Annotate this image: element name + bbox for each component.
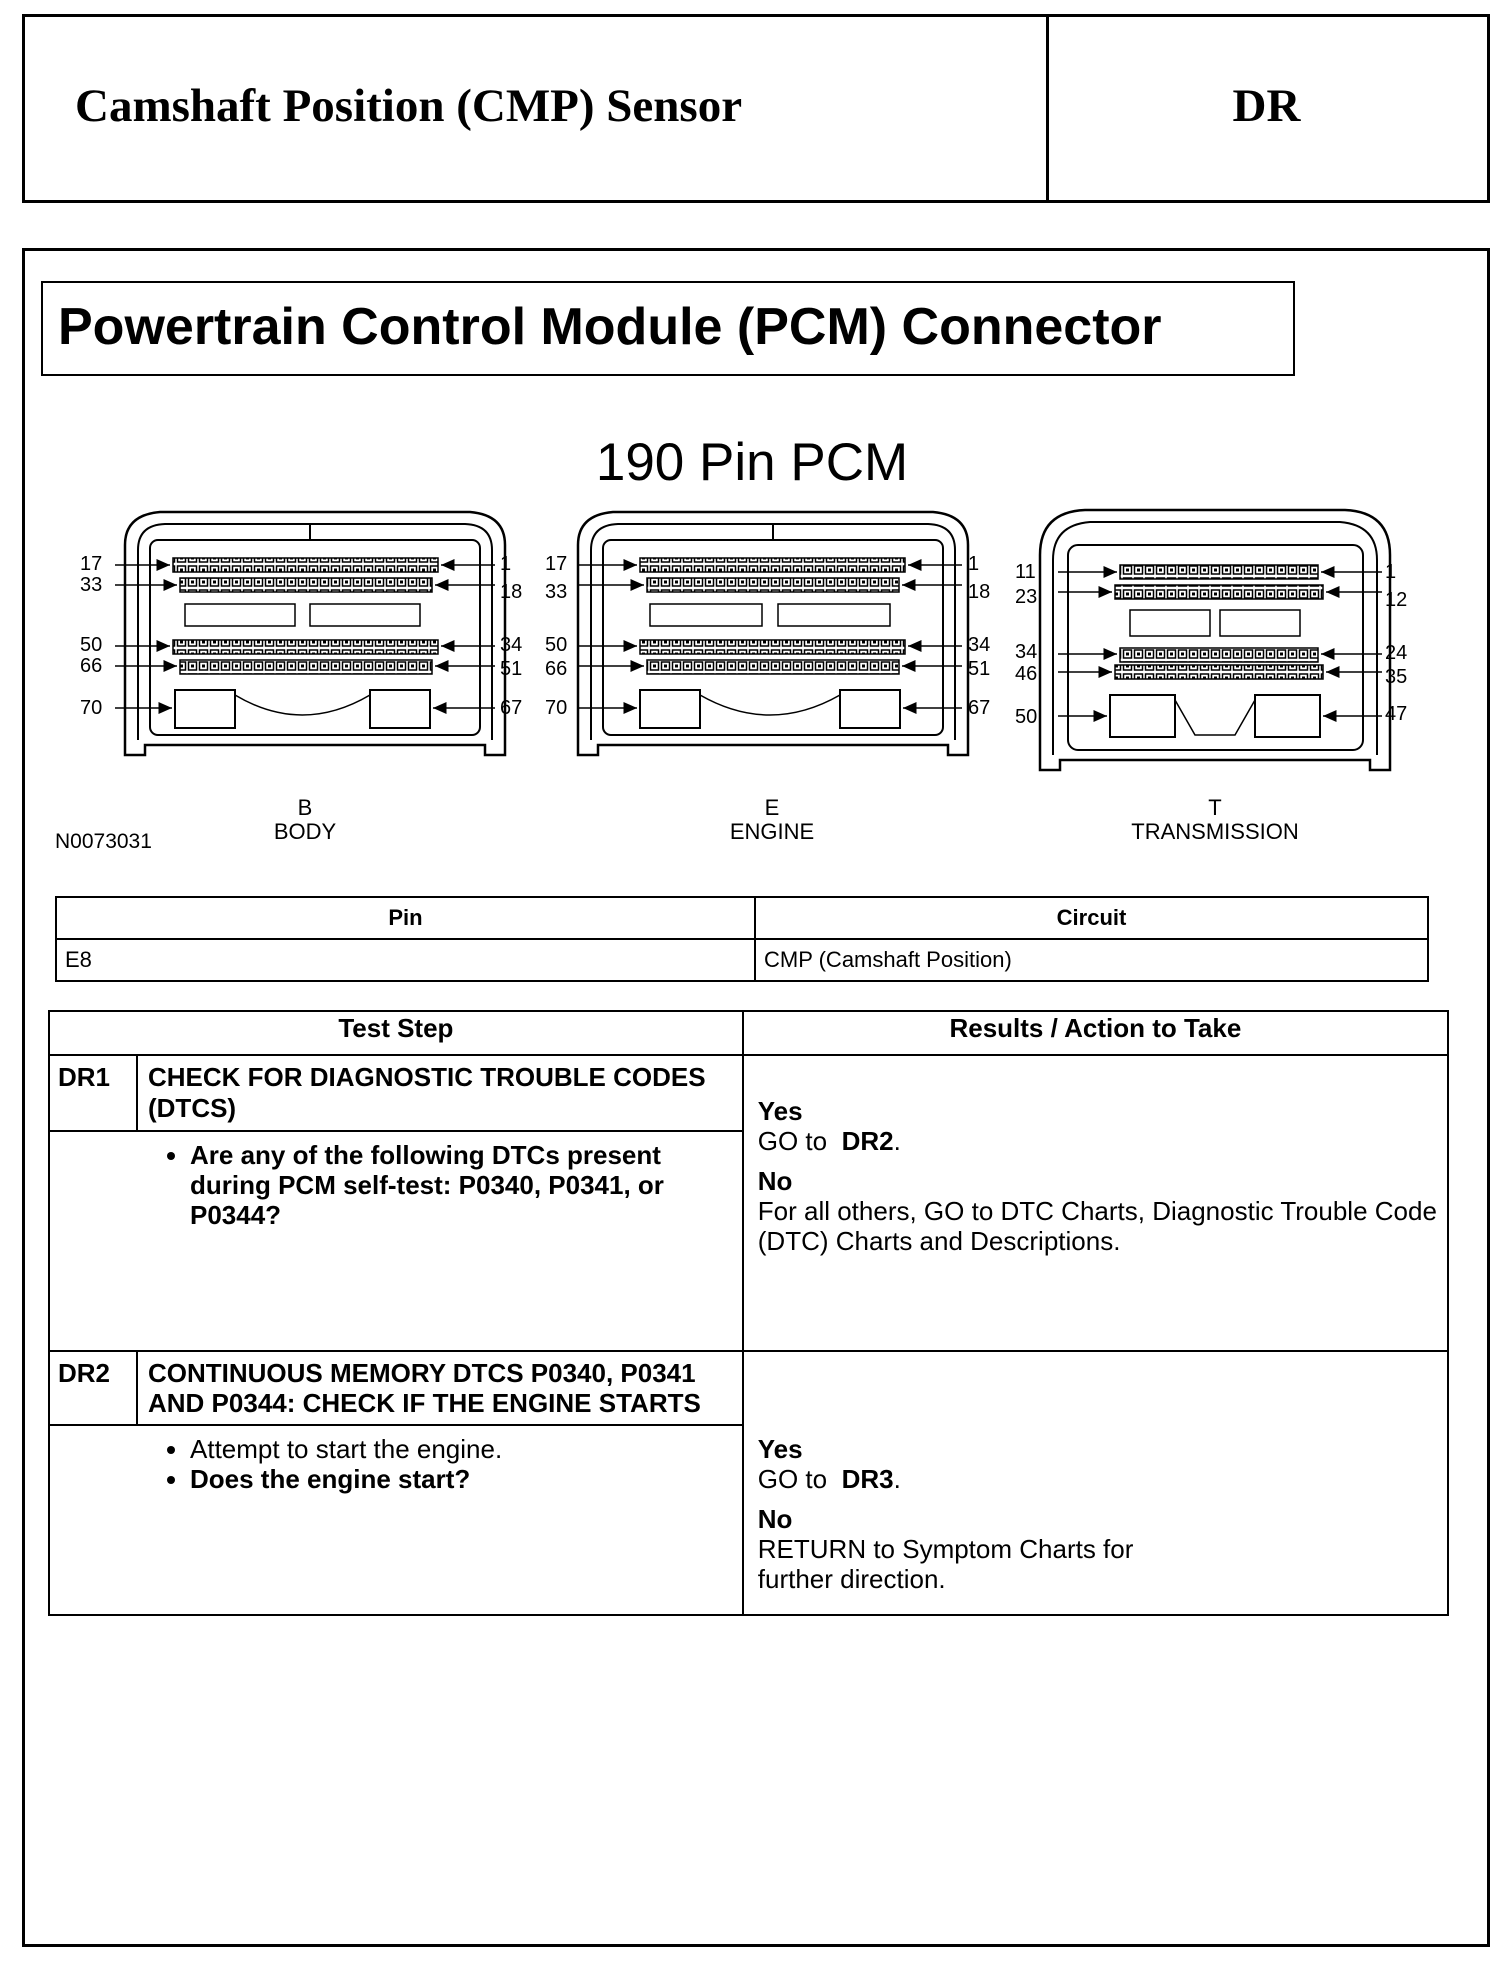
pin-label: 23	[1015, 586, 1038, 608]
column-header: Pin	[56, 897, 755, 939]
step-title-row	[49, 1055, 1448, 1131]
table-header-row	[56, 897, 1428, 939]
pin-label: 33	[80, 574, 103, 596]
pin-label: 1	[968, 553, 980, 575]
step-id: DR2	[49, 1351, 137, 1425]
pin-label: 51	[968, 658, 991, 680]
pin-label: 1	[500, 553, 512, 575]
no-label: No	[757, 1504, 793, 1534]
column-header: Results / Action to Take	[743, 1011, 1448, 1055]
table-row	[56, 939, 1428, 981]
pin-cell: E8	[56, 939, 755, 981]
pin-circuit-table	[55, 896, 1429, 982]
connector-transmission	[1040, 510, 1390, 770]
step-bullet: • Are any of the following DTCs present during PCM self-test: P0340, P0341, or P0344?	[190, 1140, 732, 1230]
test-step-table	[48, 1010, 1449, 1616]
pin-label: 34	[1015, 641, 1038, 663]
pin-label: 11	[1015, 561, 1036, 583]
step-link[interactable]: DR2	[841, 1126, 894, 1156]
step-body	[49, 1131, 743, 1351]
pin-label: 70	[80, 697, 103, 719]
no-label: No	[757, 1166, 793, 1196]
step-title-row	[49, 1351, 1448, 1425]
pin-label: 33	[545, 581, 568, 603]
step-results: Yes GO to DR2. No For all others, GO to DTC Charts, Diagnostic Trouble Code (DTC) Charts and Descriptions.	[743, 1055, 1448, 1351]
pin-label: 50	[1015, 706, 1038, 728]
section-code: DR	[1232, 80, 1301, 132]
yes-label: Yes	[757, 1434, 803, 1464]
pin-label: 17	[545, 553, 568, 575]
pin-label: 18	[500, 581, 523, 603]
step-bullet: • Attempt to start the engine.	[190, 1434, 732, 1464]
no-action: RETURN to Symptom Charts for further direction.	[757, 1534, 1134, 1594]
pin-label: 47	[1385, 703, 1408, 725]
pin-label: 67	[500, 697, 523, 719]
pin-label: 66	[80, 655, 103, 677]
connector-body	[115, 512, 505, 755]
pin-label: 50	[80, 634, 103, 656]
go-to-text: GO to	[757, 1126, 828, 1156]
column-header: Circuit	[755, 897, 1428, 939]
pin-label: 18	[968, 581, 991, 603]
connector-caption-body: B BODY	[273, 795, 337, 844]
column-header: Test Step	[49, 1011, 743, 1055]
no-action: For all others, GO to DTC Charts, Diagnostic Trouble Code (DTC) Charts and Descriptions.	[757, 1196, 1437, 1256]
pin-label: 17	[80, 553, 103, 575]
page-title: Camshaft Position (CMP) Sensor	[75, 80, 743, 132]
pin-label: 12	[1385, 589, 1408, 611]
step-link[interactable]: DR3	[841, 1464, 894, 1494]
connector-engine	[578, 512, 968, 755]
figure-id: N0073031	[55, 830, 152, 853]
step-title: CHECK FOR DIAGNOSTIC TROUBLE CODES (DTCS)	[137, 1055, 743, 1131]
go-to-text: GO to	[757, 1464, 828, 1494]
yes-label: Yes	[757, 1096, 803, 1126]
pin-label: 34	[968, 634, 991, 656]
pin-label: 70	[545, 697, 568, 719]
connector-caption-engine: E ENGINE	[729, 795, 815, 844]
pin-label: 1	[1385, 561, 1397, 583]
step-results: Yes GO to DR3. No RETURN to Symptom Charts for further direction.	[743, 1351, 1448, 1615]
diagram-title: 190 Pin PCM	[595, 433, 909, 492]
step-id: DR1	[49, 1055, 137, 1131]
circuit-cell: CMP (Camshaft Position)	[755, 939, 1428, 981]
pcm-connector-diagram	[0, 0, 1504, 900]
pin-label: 46	[1015, 663, 1038, 685]
pin-label: 34	[500, 634, 523, 656]
step-bullet: • Does the engine start?	[190, 1464, 732, 1494]
pin-label: 67	[968, 697, 991, 719]
pin-label: 50	[545, 634, 568, 656]
pin-label: 66	[545, 658, 568, 680]
connector-caption-transmission: T TRANSMISSION	[1131, 795, 1299, 844]
step-title: CONTINUOUS MEMORY DTCS P0340, P0341 AND P0344: CHECK IF THE ENGINE STARTS	[137, 1351, 743, 1425]
pin-label: 51	[500, 658, 523, 680]
pin-label: 24	[1385, 642, 1408, 664]
step-body	[49, 1425, 743, 1615]
pin-label: 35	[1385, 666, 1408, 688]
table-header-row	[49, 1011, 1448, 1055]
section-title: Powertrain Control Module (PCM) Connector	[41, 281, 1295, 376]
